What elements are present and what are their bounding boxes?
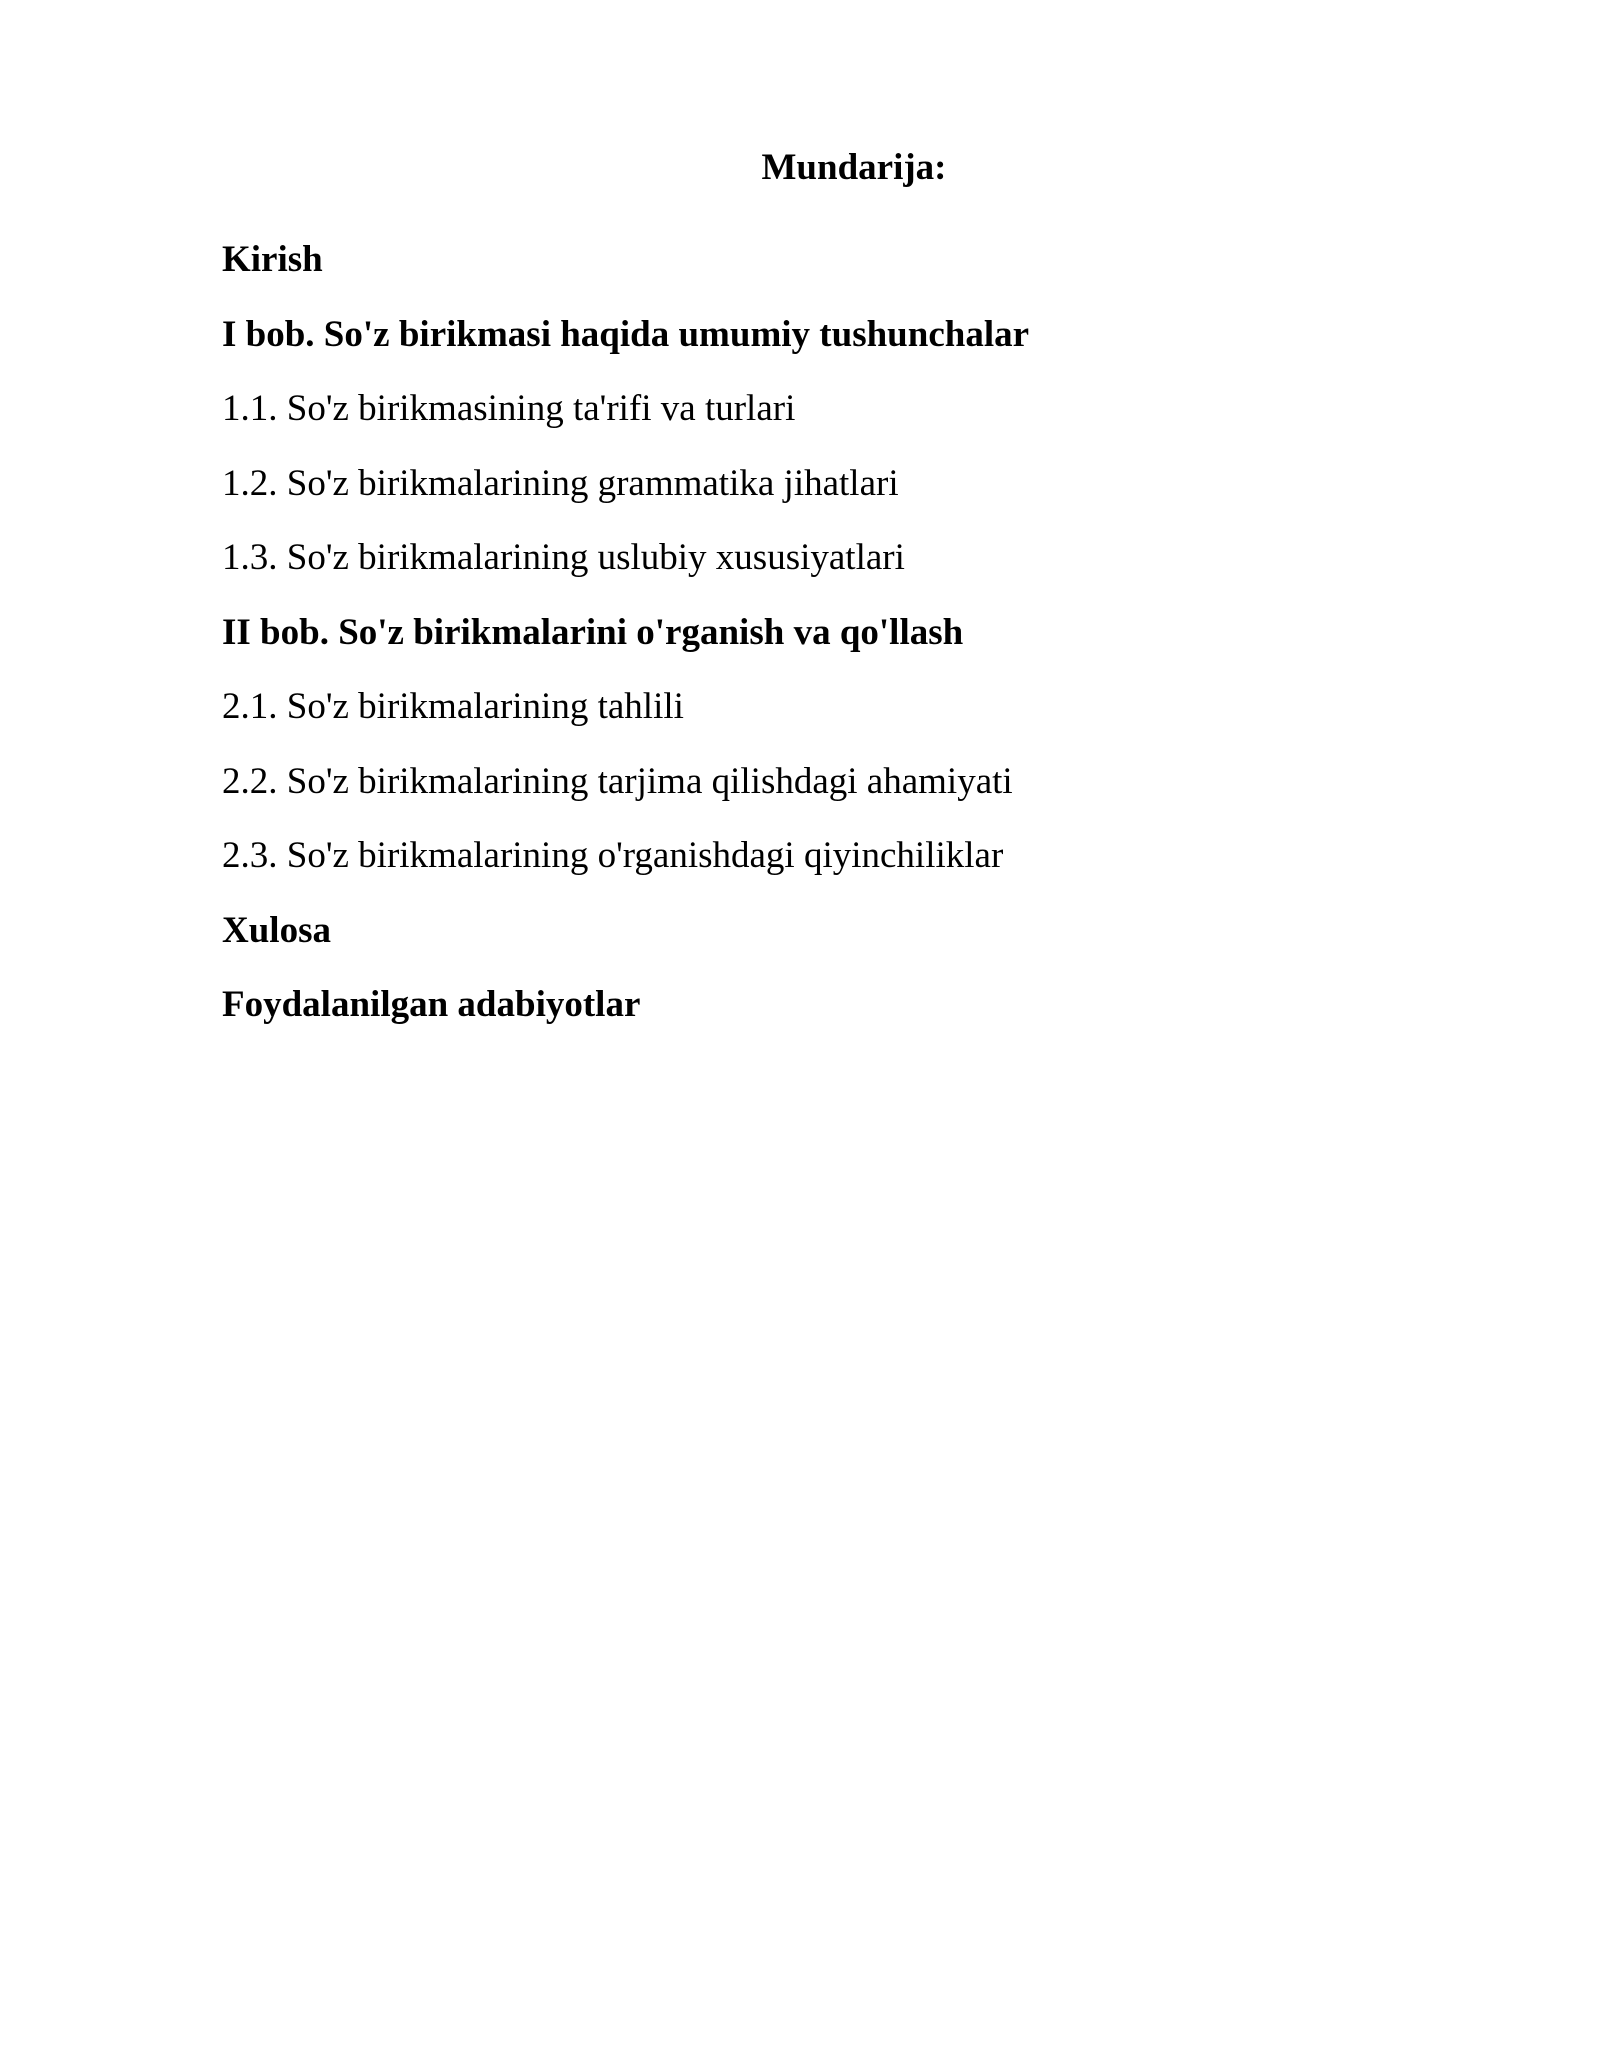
toc-entry-section-1-1: 1.1. So'z birikmasining ta'rifi va turlari (222, 388, 796, 429)
toc-entry-introduction: Kirish (222, 239, 323, 280)
toc-entry-section-1-3: 1.3. So'z birikmalarining uslubiy xususiyatlari (222, 537, 905, 578)
toc-entry-chapter-2: II bob. So'z birikmalarini o'rganish va qo'llash (222, 611, 964, 653)
toc-entry-conclusion: Xulosa (222, 909, 331, 951)
toc-entry-section-2-3: 2.3. So'z birikmalarining o'rganishdagi qiyinchiliklar (222, 835, 1004, 876)
toc-entry-section-2-1: 2.1. So'z birikmalarining tahlili (222, 686, 684, 727)
toc-entry-section-2-2: 2.2. So'z birikmalarining tarjima qilishdagi ahamiyati (222, 760, 1013, 802)
toc-entry-chapter-1: I bob. So'z birikmasi haqida umumiy tushunchalar (222, 313, 1030, 355)
page-title: Mundarija: (761, 147, 947, 188)
table-of-contents (222, 238, 1029, 1058)
toc-entry-section-1-2: 1.2. So'z birikmalarining grammatika jihatlari (222, 462, 899, 504)
toc-entry-references: Foydalanilgan adabiyotlar (222, 984, 641, 1025)
